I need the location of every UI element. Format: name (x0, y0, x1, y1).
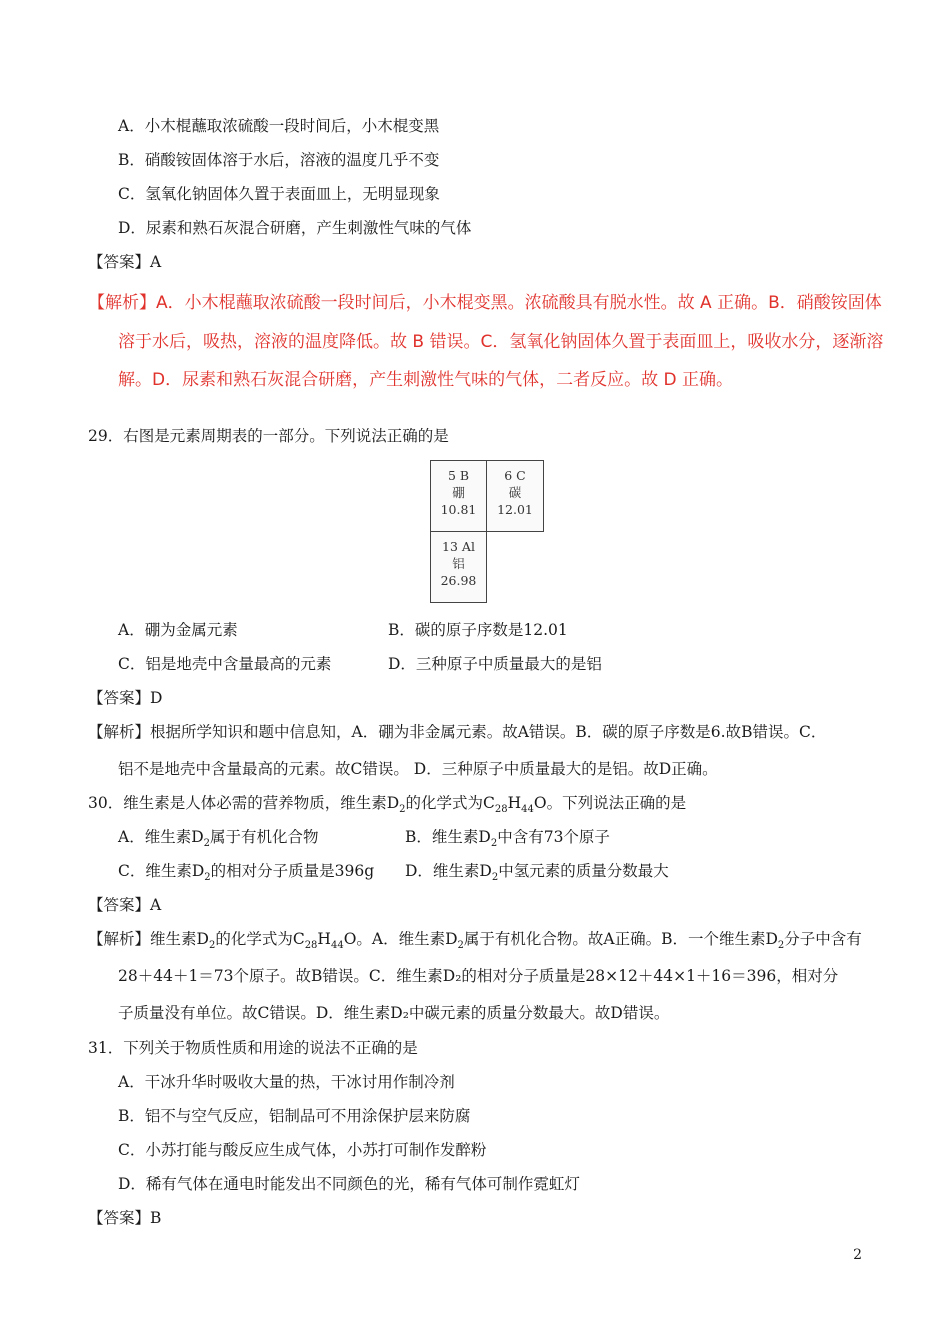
q28-analysis-line2: 溶于水后，吸热，溶液的温度降低。故 B 错误。C．氢氧化钠固体久置于表面皿上，吸收水分，逐渐溶 (118, 332, 884, 352)
element-cell-carbon (486, 460, 544, 532)
q28-analysis-line1: 【解析】A．小木棍蘸取浓硫酸一段时间后，小木棍变黑。浓硫酸具有脱水性。故 A 正确。B．硝酸铵固体 (88, 293, 882, 313)
element-number-symbol: 5 B (447, 468, 470, 483)
element-name: 铝 (452, 556, 465, 571)
q28-option-b: B．硝酸铵固体溶于水后，溶液的温度几乎不变 (118, 151, 440, 169)
q29-option-c: C．铝是地壳中含量最高的元素 (118, 655, 332, 673)
q29-stem: 29．右图是元素周期表的一部分。下列说法正确的是 (88, 427, 449, 445)
q30-stem: 30．维生素是人体必需的营养物质，维生素$D_2$的化学式为$C_{28}H_{44}O$。下列说法正确的是 (88, 794, 687, 816)
q31-option-a: A．干冰升华时吸收大量的热，干冰讨用作制冷剂 (118, 1073, 455, 1091)
q30-option-a: A．维生素$D_2$属于有机化合物 (118, 828, 319, 850)
q30-analysis-line1: 【解析】维生素$D_2$的化学式为$C_{28}H_{44}O$。A．维生素$D_2$属于有机化合物。故A正确。B．一个维生素$D_2$分子中含有 (88, 930, 862, 952)
q29-answer: 【答案】D (88, 689, 163, 707)
q31-stem: 31．下列关于物质性质和用途的说法不正确的是 (88, 1039, 418, 1057)
q31-option-b: B．铝不与空气反应，铝制品可不用涂保护层来防腐 (118, 1107, 471, 1125)
q29-option-d: D．三种原子中质量最大的是铝 (388, 655, 602, 673)
element-mass: 12.01 (497, 502, 533, 517)
element-name: 硼 (452, 485, 465, 500)
q29-analysis-line1: 【解析】根据所学知识和题中信息知，A．硼为非金属元素。故A错误。B．碳的原子序数是6.故B错误。C． (88, 723, 827, 741)
q30-answer: 【答案】A (88, 896, 162, 914)
element-number-symbol: 6 C (504, 468, 526, 483)
q30-option-d: D．维生素$D_2$中氢元素的质量分数最大 (405, 862, 669, 884)
q30-analysis-line3: 子质量没有单位。故C错误。D．维生素D₂中碳元素的质量分数最大。故D错误。 (118, 1004, 670, 1022)
element-mass: 10.81 (440, 502, 477, 517)
q30-option-c: C．维生素$D_2$的相对分子质量是396g (118, 862, 375, 884)
q31-answer: 【答案】B (88, 1209, 162, 1227)
element-number-symbol: 13 Al (442, 539, 475, 554)
q31-option-c: C．小苏打能与酸反应生成气体，小苏打可制作发醉粉 (118, 1141, 487, 1159)
q28-option-c: C．氢氧化钠固体久置于表面皿上，无明显现象 (118, 185, 440, 203)
element-mass: 26.98 (440, 573, 477, 588)
page-number: 2 (853, 1247, 862, 1263)
q28-analysis-line3: 解。D．尿素和熟石灰混合研磨，产生刺激性气味的气体，二者反应。故 D 正确。 (118, 370, 733, 390)
q31-option-d: D．稀有气体在通电时能发出不同颜色的光，稀有气体可制作霓虹灯 (118, 1175, 580, 1193)
q28-option-d: D．尿素和熟石灰混合研磨，产生刺激性气味的气体 (118, 219, 472, 237)
q30-analysis-line2: 28＋44＋1＝73个原子。故B错误。C．维生素D₂的相对分子质量是28×12＋44×1＋16＝396，相对分 (118, 967, 839, 985)
element-cell-aluminum (430, 531, 487, 603)
q29-option-a: A．硼为金属元素 (118, 621, 238, 639)
element-cell-boron (430, 460, 487, 532)
q29-analysis-line2: 铝不是地壳中含量最高的元素。故C错误。 D．三种原子中质量最大的是铝。故D正确。 (118, 760, 718, 778)
q28-answer: 【答案】A (88, 253, 162, 271)
element-name: 碳 (508, 485, 522, 500)
q29-option-b: B．碳的原子序数是12.01 (388, 621, 568, 639)
q28-option-a: A．小木棍蘸取浓硫酸一段时间后，小木棍变黑 (118, 117, 440, 135)
q30-option-b: B．维生素$D_2$中含有73个原子 (405, 828, 610, 850)
